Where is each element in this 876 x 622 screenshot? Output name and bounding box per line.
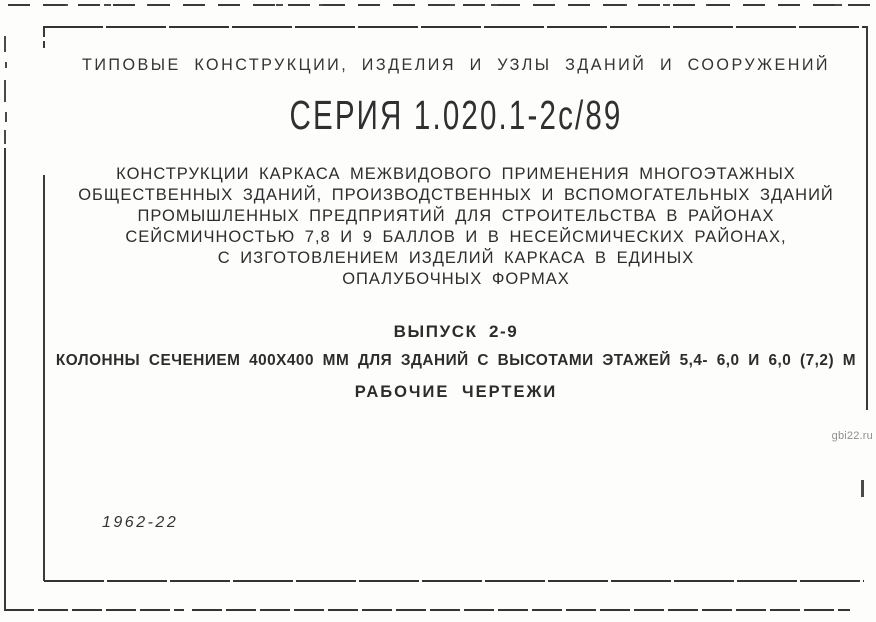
description-line-2: ОБЩЕСТВЕННЫХ ЗДАНИЙ, ПРОИЗВОДСТВЕННЫХ И ВСПОМОГАТЕЛЬНЫХ ЗДАНИЙ [78,186,834,204]
description-line-4: СЕЙСМИЧНОСТЬЮ 7,8 И 9 БАЛЛОВ И В НЕСЕЙСМИЧЕСКИХ РАЙОНАХ, [125,228,787,246]
inventory-number: 1962-22 [102,514,179,531]
frame-border-left-stub [43,28,45,48]
site-watermark: gbi22.ru [831,430,873,442]
left-edge-artifact [5,62,7,68]
description-paragraph [45,164,867,290]
frame-border-bottom [44,580,864,582]
left-edge-artifact [4,130,6,144]
right-edge-tick [861,480,864,497]
description-line-3: ПРОМЫШЛЕННЫХ ПРЕДПРИЯТИЙ ДЛЯ СТРОИТЕЛЬСТВА В РАЙОНАХ [137,207,775,225]
left-edge-artifact [4,80,6,102]
doc-type-label: РАБОЧИЕ ЧЕРТЕЖИ [354,383,558,401]
left-edge-artifact [5,112,7,122]
frame-border-top [43,26,867,28]
top-edge-dashed-line [8,4,876,6]
subject-line: КОЛОННЫ СЕЧЕНИЕМ 400Х400 ММ ДЛЯ ЗДАНИЙ С ВЫСОТАМИ ЭТАЖЕЙ 5,4- 6,0 И 6,0 (7,2) М [55,352,857,369]
bottom-edge-dashed-line-left [4,609,184,611]
issue-label: ВЫПУСК 2-9 [393,322,519,341]
description-line-6: ОПАЛУБОЧНЫХ ФОРМАХ [342,270,570,288]
left-edge-artifact [4,36,6,52]
bottom-edge-dashed-line-right [192,609,850,611]
header-title: ТИПОВЫЕ КОНСТРУКЦИИ, ИЗДЕЛИЯ И УЗЛЫ ЗДАНИЙ И СООРУЖЕНИЙ [81,55,831,74]
series-title: СЕРИЯ 1.020.1-2с/89 [289,92,623,138]
description-line-5: С ИЗГОТОВЛЕНИЕМ ИЗДЕЛИЙ КАРКАСА В ЕДИНЫХ [217,249,695,267]
left-edge-line [4,148,6,610]
description-line-1: КОНСТРУКЦИИ КАРКАСА МЕЖВИДОВОГО ПРИМЕНЕНИЯ МНОГОЭТАЖНЫХ [116,165,796,183]
